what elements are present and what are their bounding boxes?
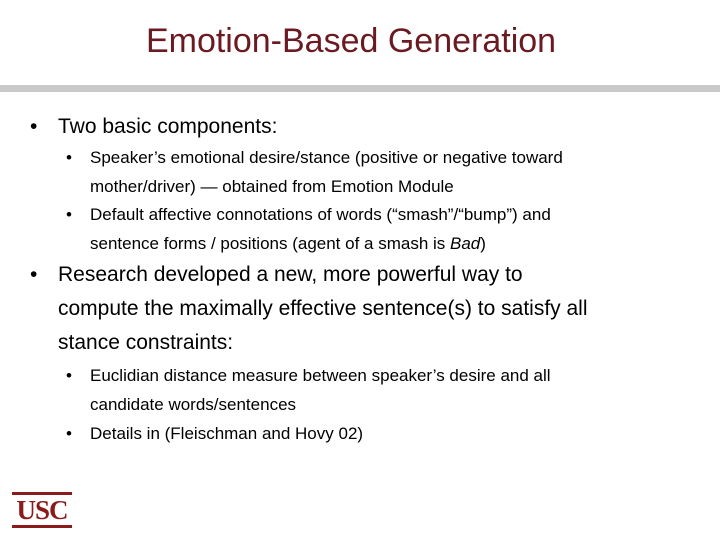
bullet-text: [58, 258, 698, 360]
bullet-icon: •: [30, 263, 38, 286]
sub-bullet-text: [90, 200, 680, 258]
usc-logo: [12, 492, 72, 528]
text-line: Research developed a new, more powerful way to: [58, 263, 523, 286]
sub-bullet-text: [90, 361, 680, 419]
bullet-icon: •: [66, 424, 72, 443]
text-line: sentence forms / positions (agent of a smash is: [90, 234, 451, 253]
text-line: Speaker’s emotional desire/stance (positive or negative toward: [90, 148, 563, 167]
sub-bullet-text: [90, 143, 680, 201]
text-line: Default affective connotations of words (“smash”/“bump”) and: [90, 205, 551, 224]
logo-text: USC: [16, 495, 68, 525]
bullet-icon: •: [66, 205, 72, 224]
text-line: candidate words/sentences: [90, 395, 297, 414]
text-line: compute the maximally effective sentence(s) to satisfy all: [58, 297, 588, 320]
text-line: stance constraints:: [58, 331, 234, 354]
bullet-text: Two basic components:: [58, 115, 278, 138]
bullet-icon: •: [30, 115, 38, 138]
bullet-icon: •: [66, 366, 72, 385]
text-line: Euclidian distance measure between speaker’s desire and all: [90, 366, 551, 385]
text-tail: ): [480, 234, 486, 253]
sub-bullet-text: Details in (Fleischman and Hovy 02): [90, 424, 364, 443]
italic-word: Bad: [450, 234, 481, 253]
title-divider: [0, 85, 720, 92]
text-line: mother/driver) — obtained from Emotion Module: [90, 177, 454, 196]
slide-title: Emotion-Based Generation: [145, 22, 557, 60]
bullet-icon: •: [66, 148, 72, 167]
logo-bottom-bar: [12, 525, 72, 528]
